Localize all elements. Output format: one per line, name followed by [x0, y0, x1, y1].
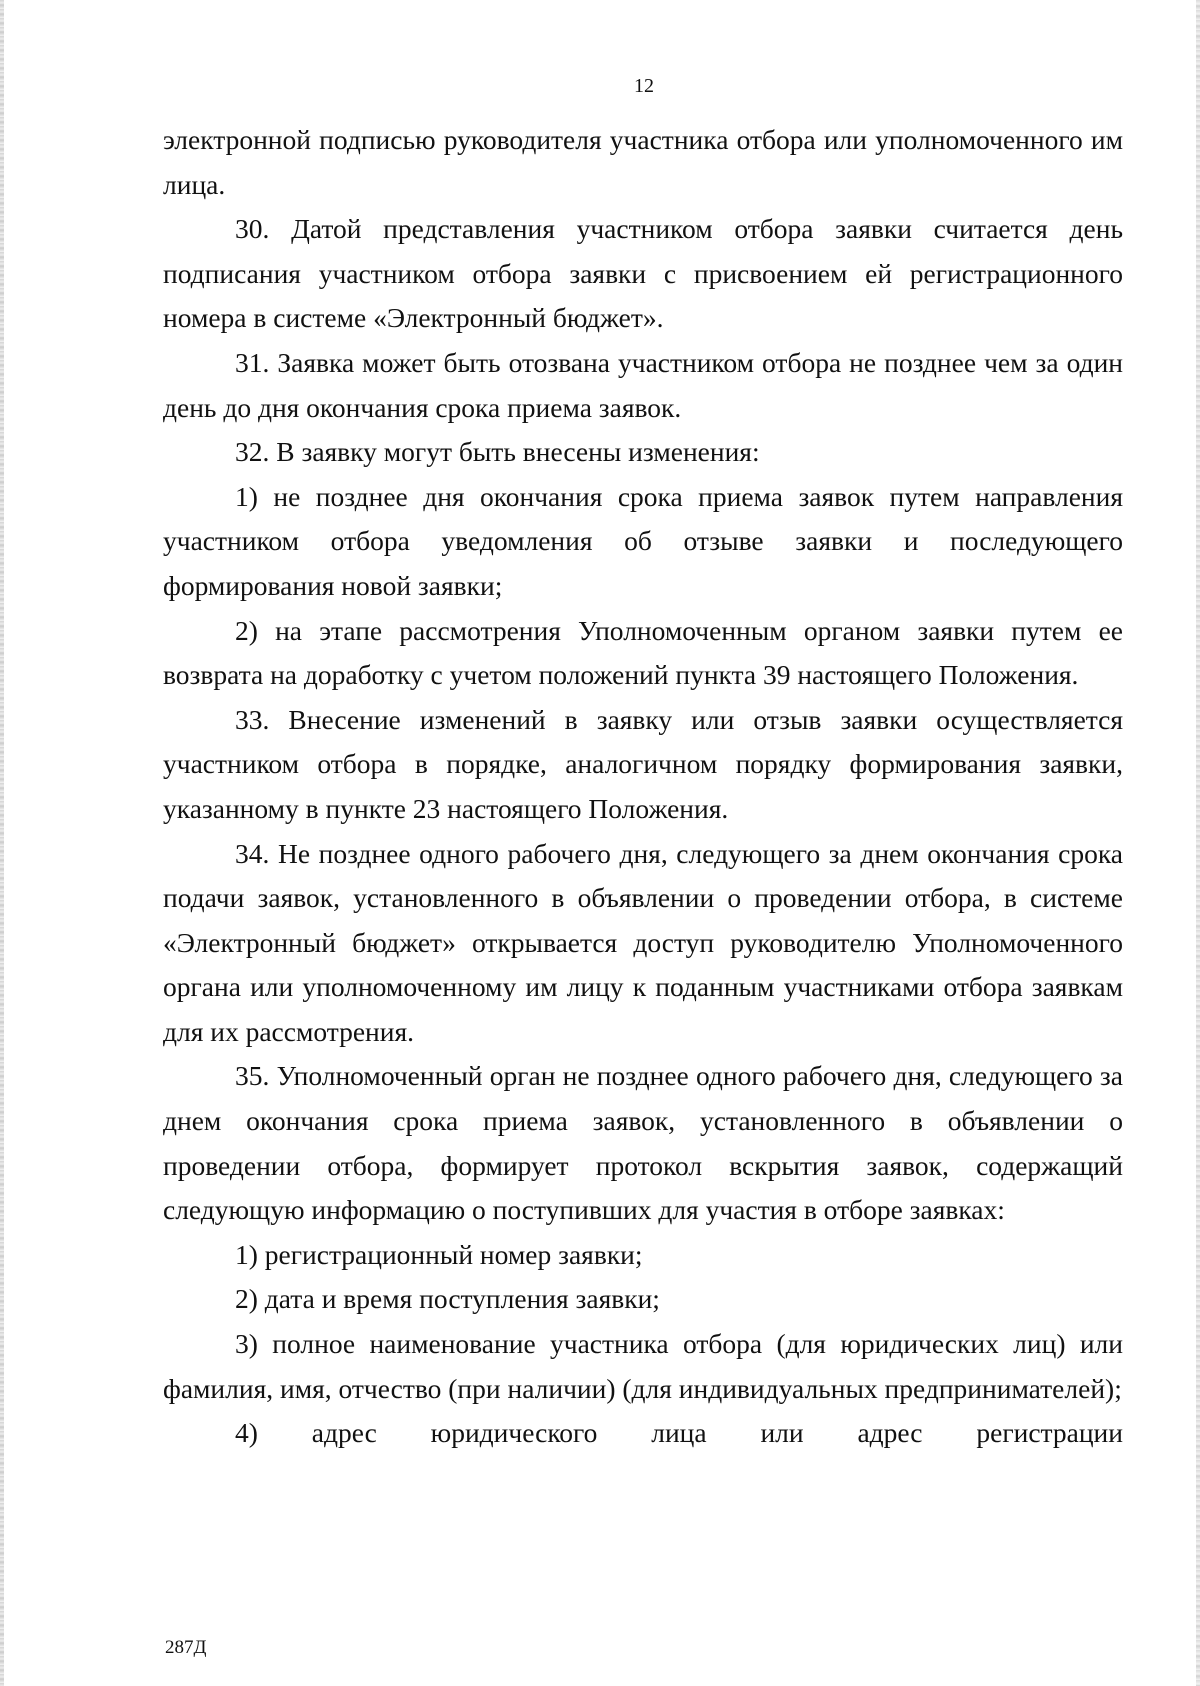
document-body	[163, 118, 1123, 1456]
paragraph-32-item-2: 2) на этапе рассмотрения Уполномоченным органом заявки путем ее возврата на доработку с учетом положений пункта 39 настоящего Положения.	[163, 614, 1123, 691]
paragraph-35-item-3: 3) полное наименование участника отбора (для юридических лиц) или фамилия, имя, отчество (при наличии) (для индивидуальных предпринимателей);	[163, 1328, 1123, 1404]
paragraph-33: 33. Внесение изменений в заявку или отзыв заявки осуществляется участником отбора в порядке, аналогичном порядку формирования заявки, указанному в пункте 23 настоящего Положения.	[163, 703, 1123, 824]
scan-edge-left	[0, 0, 4, 1686]
paragraph-31: 31. Заявка может быть отозвана участником отбора не позднее чем за один день до дня окончания срока приема заявок.	[163, 346, 1123, 423]
scan-edge-right	[1196, 0, 1200, 1686]
paragraph-32: 32. В заявку могут быть внесены изменения:	[235, 436, 760, 468]
paragraph-continuation: электронной подписью руководителя участника отбора или уполномоченного им лица.	[163, 124, 1123, 200]
paragraph-35-item-4: 4) адрес юридического лица или адрес регистрации	[235, 1417, 1123, 1449]
paragraph-34: 34. Не позднее одного рабочего дня, следующего за днем окончания срока подачи заявок, установленного в объявлении о проведении отбора, в системе «Электронный бюджет» открывается доступ руководителю Уполномоченного органа или уполномоченному им лицу к поданным участниками отбора заявкам для их рассмотрения.	[163, 837, 1123, 1047]
paragraph-32-item-1: 1) не позднее дня окончания срока приема заявок путем направления участником отбора уведомления об отзыве заявки и последующего формирования новой заявки;	[163, 480, 1123, 601]
document-code: 287Д	[165, 1637, 207, 1658]
paragraph-30: 30. Датой представления участником отбора заявки считается день подписания участником отбора заявки с присвоением ей регистрационного номера в системе «Электронный бюджет».	[163, 213, 1123, 334]
page-number: 12	[634, 75, 654, 97]
paragraph-35: 35. Уполномоченный орган не позднее одного рабочего дня, следующего за днем окончания срока приема заявок, установленного в объявлении о проведении отбора, формирует протокол вскрытия заявок, содержащий следующую информацию о поступивших для участия в отборе заявках:	[163, 1060, 1123, 1226]
paragraph-35-item-1: 1) регистрационный номер заявки;	[235, 1238, 643, 1270]
paragraph-35-item-2: 2) дата и время поступления заявки;	[235, 1283, 660, 1315]
